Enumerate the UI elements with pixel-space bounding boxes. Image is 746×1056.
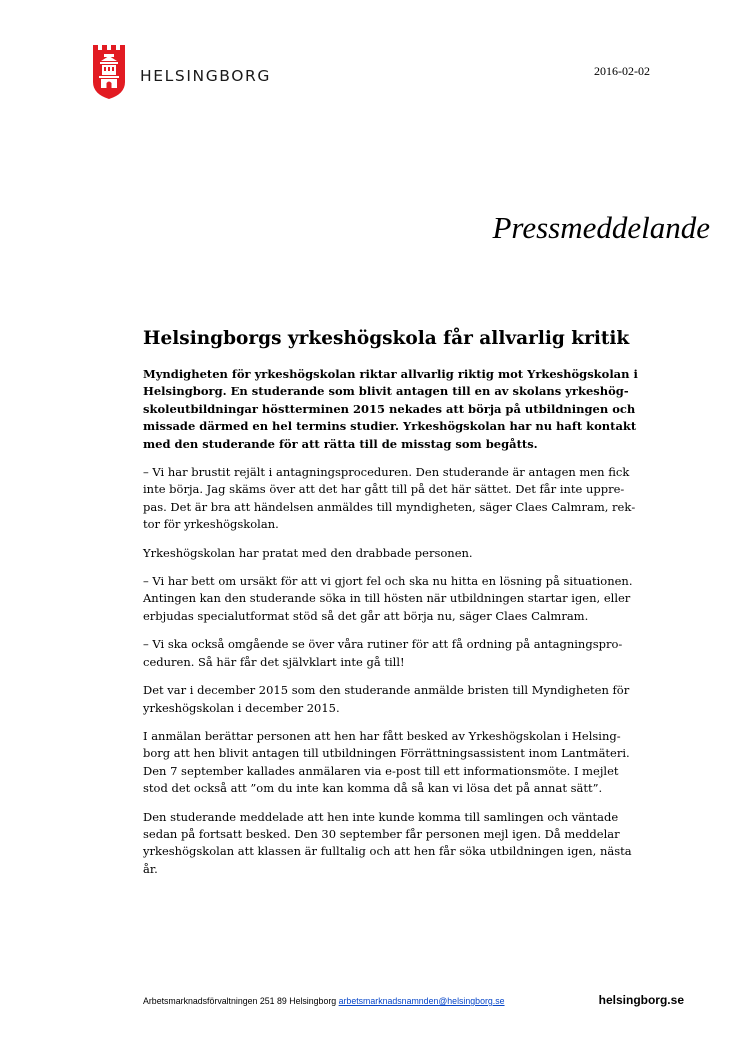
article-headline: Helsingborgs yrkeshögskola får allvarlig kritik — [143, 328, 630, 349]
footer-email-link[interactable]: arbetsmarknadsnamnden@helsingborg.se — [338, 996, 505, 1006]
footer-address — [143, 996, 505, 1006]
article-paragraph: I anmälan berättar personen att hen har fått besked av Yrkeshögskolan i Helsingborg att hen blivit antagen till utbildningen Förrättningsassistent inom Lantmäteri. Den 7 september kallades anmälaren via e-post till ett informationsmöte. I mejlet stod det också att ”om du inte kan komma då så kan vi lösa det på annat sätt”. — [143, 728, 630, 796]
helsingborg-crest-icon — [92, 44, 126, 100]
article-paragraph: – Vi har bett om ursäkt för att vi gjort fel och ska nu hitta en lösning på situationen. Antingen kan den studerande söka in till hösten när utbildningen startar igen, eller erbjudas specialutformat stöd så det går att börja nu, säger Claes Calmram. — [143, 574, 633, 623]
article-paragraph: Yrkeshögskolan har pratat med den drabbade personen. — [143, 545, 473, 560]
footer-website: helsingborg.se — [598, 993, 684, 1007]
document-type-title: Pressmeddelande — [492, 210, 710, 245]
article-paragraph: Det var i december 2015 som den studerande anmälde bristen till Myndigheten för yrkeshögskolan i december 2015. — [143, 683, 630, 715]
footer-address-text: Arbetsmarknadsförvaltningen 251 89 Helsingborg — [143, 996, 339, 1006]
article-lead: Myndigheten för yrkeshögskolan riktar allvarlig riktig mot Yrkeshögskolan i Helsingborg. En studerande som blivit antagen till en av skolans yrkeshögskoleutbildningar höstterminen 2015 nekades att börja på utbildningen och missade därmed en hel termins studier. Yrkeshögskolan har nu haft kontakt med den studerande för att rätta till de misstag som begåtts. — [143, 367, 638, 451]
article-paragraph: – Vi har brustit rejält i antagningsproceduren. Den studerande är antagen men fick inte börja. Jag skäms över att det har gått till på det här sättet. Det får inte upprepas. Det är bra att händelsen anmäldes till myndigheten, säger Claes Calmram, rektor för yrkeshögskolan. — [143, 465, 636, 532]
logo-text: HELSINGBORG — [140, 67, 272, 85]
article — [143, 326, 643, 889]
document-date: 2016-02-02 — [594, 64, 650, 78]
article-paragraph: – Vi ska också omgående se över våra rutiner för att få ordning på antagningsproceduren. Så här får det självklart inte gå till! — [143, 637, 623, 669]
helsingborg-logo — [92, 44, 271, 100]
article-paragraph: Den studerande meddelade att hen inte kunde komma till samlingen och väntade sedan på fortsatt besked. Den 30 september får personen mejl igen. Då meddelar yrkeshögskolan att klassen är fulltalig och att hen får söka utbildningen igen, nästa år. — [143, 809, 632, 876]
